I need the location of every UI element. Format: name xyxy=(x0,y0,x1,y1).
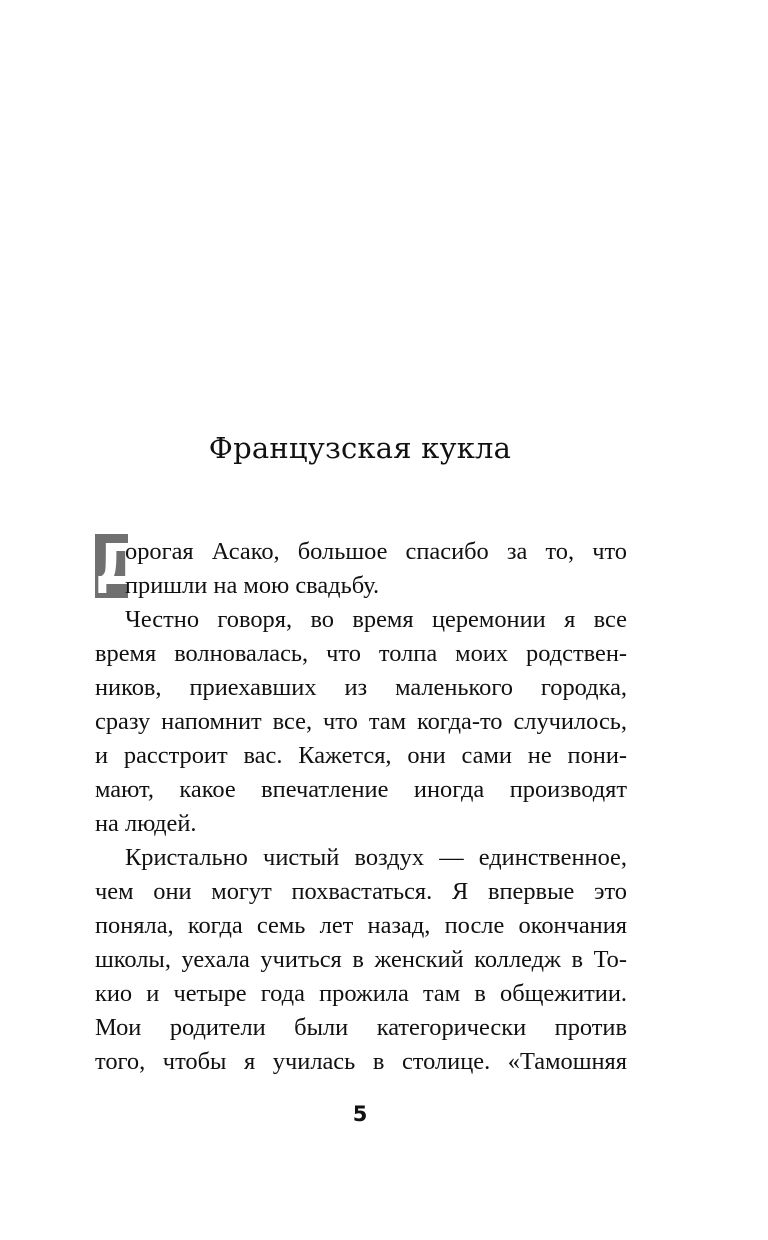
text-line: пришли на мою свадьбу. xyxy=(125,572,380,599)
page-number: 5 xyxy=(352,1102,368,1126)
text-line: Мои родители были категорически против xyxy=(95,1014,627,1041)
text-line: ников, приехавших из маленького городка, xyxy=(95,674,627,701)
drop-cap: Д xyxy=(95,533,145,598)
text-line: Честно говоря, во время церемонии я все xyxy=(125,606,627,633)
text-line: мают, какое впечатление иногда производят xyxy=(95,776,627,803)
text-line: поняла, когда семь лет назад, после окончания xyxy=(95,912,627,939)
text-line: и расстроит вас. Кажется, они сами не пони- xyxy=(95,742,627,769)
body-text xyxy=(95,535,627,1079)
text-line: сразу напомнит все, что там когда-то случилось, xyxy=(95,708,627,735)
text-line: орогая Асако, большое спасибо за то, что xyxy=(125,538,627,565)
text-line: время волновалась, что толпа моих родствен- xyxy=(95,640,627,667)
text-line: чем они могут похвастаться. Я впервые это xyxy=(95,878,627,905)
text-line: того, чтобы я училась в столице. «Тамошняя xyxy=(95,1048,627,1075)
chapter-title: Французская кукла xyxy=(208,431,512,465)
text-line: на людей. xyxy=(95,810,197,837)
text-line: школы, уехала учиться в женский колледж в То- xyxy=(95,946,627,973)
text-line: кио и четыре года прожила там в общежитии. xyxy=(95,980,627,1007)
text-line: Кристально чистый воздух — единственное, xyxy=(125,844,627,871)
